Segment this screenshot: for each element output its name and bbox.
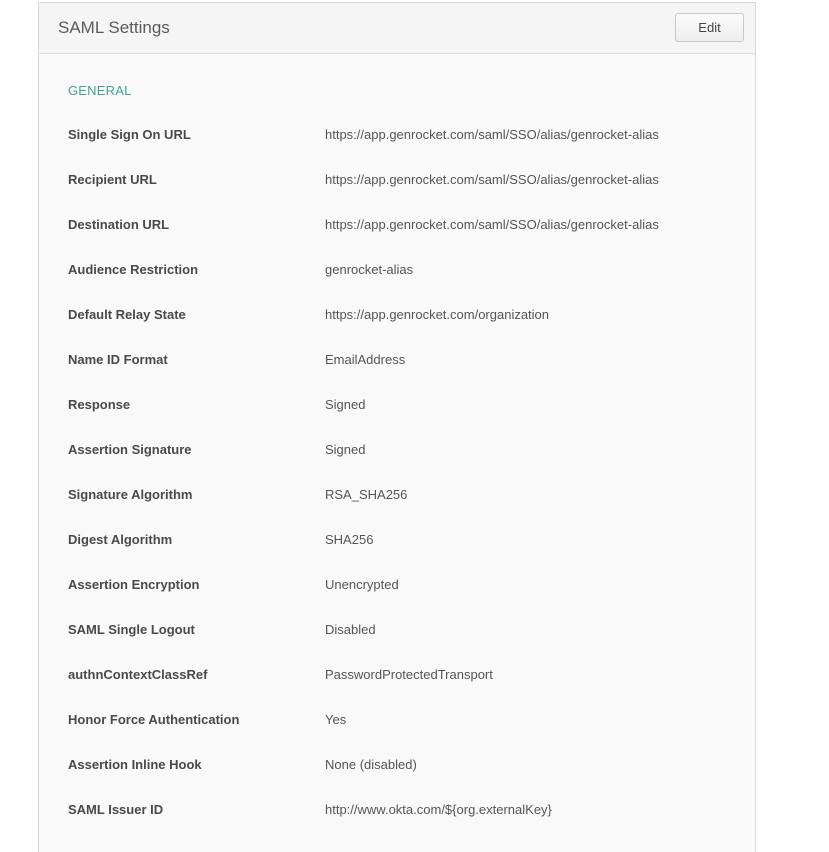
setting-label: Destination URL [68,217,170,232]
panel-header [39,3,755,54]
setting-row [68,484,728,529]
setting-label: SAML Issuer ID [68,802,164,817]
section-heading-general: GENERAL [68,83,132,98]
setting-row [68,394,728,439]
setting-value: Unencrypted [325,577,399,592]
setting-value: Signed [325,397,366,412]
setting-label: Default Relay State [68,307,186,322]
setting-label: Assertion Signature [68,442,192,457]
setting-label: Assertion Encryption [68,577,200,592]
setting-label: Signature Algorithm [68,487,193,502]
setting-label: Digest Algorithm [68,532,173,547]
setting-row [68,619,728,664]
setting-value: Signed [325,442,366,457]
setting-label: SAML Single Logout [68,622,195,637]
setting-row [68,439,728,484]
setting-value: None (disabled) [325,757,417,772]
setting-row [68,304,728,349]
setting-value: genrocket-alias [325,262,414,277]
setting-row [68,214,728,259]
setting-value: PasswordProtectedTransport [325,667,493,682]
edit-button[interactable]: Edit [675,13,744,42]
setting-value: RSA_SHA256 [325,487,408,502]
saml-settings-panel [38,2,756,852]
setting-label: Assertion Inline Hook [68,757,202,772]
setting-label: Name ID Format [68,352,168,367]
setting-value: Disabled [325,622,376,637]
setting-row [68,349,728,394]
settings-list [68,124,728,844]
setting-label: Audience Restriction [68,262,199,277]
setting-row [68,259,728,304]
setting-value: Yes [325,712,347,727]
setting-value: SHA256 [325,532,374,547]
setting-row [68,664,728,709]
setting-value: http://www.okta.com/${org.externalKey} [325,802,552,817]
setting-label: Single Sign On URL [68,127,191,142]
setting-row [68,799,728,844]
setting-value: https://app.genrocket.com/saml/SSO/alias/genrocket-alias [325,127,659,142]
setting-label: Response [68,397,131,412]
panel-title: SAML Settings [58,18,170,37]
setting-label: Recipient URL [68,172,157,187]
setting-label: Honor Force Authentication [68,712,240,727]
setting-value: https://app.genrocket.com/saml/SSO/alias/genrocket-alias [325,172,659,187]
setting-row [68,574,728,619]
setting-row [68,754,728,799]
setting-row [68,709,728,754]
setting-row [68,169,728,214]
setting-row [68,124,728,169]
setting-row [68,529,728,574]
setting-value: https://app.genrocket.com/saml/SSO/alias/genrocket-alias [325,217,659,232]
setting-label: authnContextClassRef [68,667,208,682]
setting-value: EmailAddress [325,352,406,367]
setting-value: https://app.genrocket.com/organization [325,307,550,322]
